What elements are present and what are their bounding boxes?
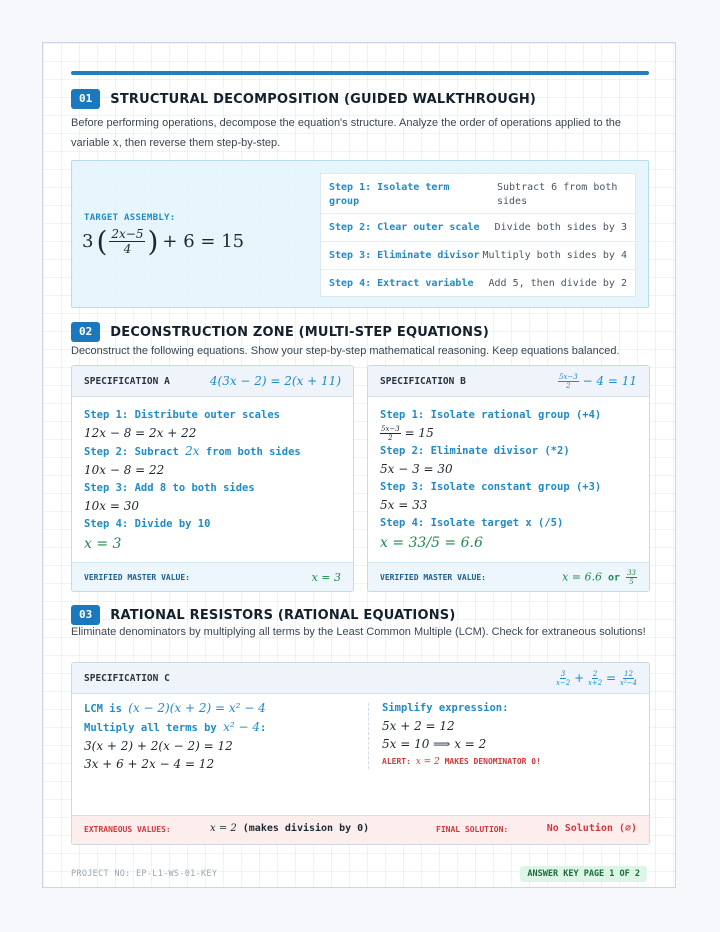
spec-a-work: [84, 406, 343, 555]
eq-tail: − 4 = 11: [582, 373, 637, 388]
section-title: DECONSTRUCTION ZONE (MULTI-STEP EQUATIONS): [110, 324, 489, 340]
step-name: Step 1: Isolate term group: [329, 182, 450, 207]
step-text: Multiply all terms by: [84, 722, 224, 734]
alert-text: ALERT:: [382, 757, 416, 766]
fraction-numerator: 12: [624, 669, 633, 678]
target-assembly-panel: [71, 160, 649, 308]
fraction-denominator: x−2: [555, 678, 571, 687]
step-name: Step 4: Extract variable: [329, 277, 474, 289]
spec-equation: [558, 373, 637, 390]
work-step: Step 1: Isolate rational group (+4): [380, 409, 602, 421]
fraction-denominator: 2: [388, 434, 393, 442]
alert-math: x = 2: [415, 757, 440, 767]
step-action: Add 5, then divide by 2: [488, 277, 627, 289]
step-row: [321, 270, 635, 297]
fraction: [588, 670, 602, 687]
work-math: [380, 424, 639, 442]
spec-a-footer: [72, 562, 353, 591]
step-action: Subtract 6 from both sides: [497, 182, 618, 207]
work-math: 3x + 6 + 2x − 4 = 12: [84, 757, 215, 771]
section-title: RATIONAL RESISTORS (RATIONAL EQUATIONS): [110, 607, 456, 623]
extraneous-note: (makes division by 0): [236, 823, 370, 834]
verified-value: x = 3: [311, 570, 341, 584]
step-math: 2x: [185, 444, 200, 458]
work-math: 5x = 10 ⟹ x = 2: [382, 737, 487, 751]
step-guide-table: [320, 173, 636, 297]
work-step: [84, 442, 343, 461]
work-step: [84, 699, 360, 718]
fraction: [626, 569, 637, 586]
step-text: from both sides: [199, 446, 301, 458]
spec-b-footer: [368, 562, 649, 591]
verified-label: VERIFIED MASTER VALUE:: [84, 572, 190, 582]
desc-text: Before performing operations, decompose the equation's structure. Analyze the order of operations applied to the variable: [71, 117, 621, 149]
fraction: [556, 670, 570, 687]
spec-b-header: [368, 366, 649, 397]
work-math: 5x + 2 = 12: [382, 719, 455, 733]
fraction-denominator: x+2: [587, 678, 603, 687]
work-step: Step 3: Isolate constant group (+3): [380, 481, 602, 493]
section-number-badge: 03: [71, 605, 100, 625]
alert-text: MAKES DENOMINATOR 0!: [439, 757, 541, 766]
extraneous-value: [210, 823, 369, 834]
final-solution-value: No Solution (∅): [546, 823, 637, 834]
step-action: Multiply both sides by 4: [482, 249, 627, 261]
work-step: [84, 718, 360, 737]
fraction-denominator: 2: [566, 381, 571, 390]
verified-label: VERIFIED MASTER VALUE:: [380, 572, 486, 582]
variable-x: x: [112, 136, 119, 149]
work-math: 10x − 8 = 22: [84, 463, 165, 477]
step-math: (x − 2)(x + 2) = x² − 4: [128, 701, 266, 715]
step-row: [321, 242, 635, 270]
work-result: x = 3: [84, 536, 122, 552]
work-math: 3(x + 2) + 2(x − 2) = 12: [84, 739, 233, 753]
eq-coefficient: 3: [82, 231, 94, 252]
extraneous-label: EXTRANEOUS VALUES:: [84, 825, 171, 834]
fraction-numerator: 2: [592, 669, 598, 678]
value-decimal: x = 6.6: [562, 570, 602, 583]
value-or: or: [601, 572, 627, 583]
extraneous-math: x = 2: [210, 823, 237, 834]
section-1-header: [71, 89, 536, 109]
fraction: [380, 425, 401, 442]
step-name: Step 2: Clear outer scale: [329, 221, 480, 233]
section-3-description: Eliminate denominators by multiplying all terms by the Least Common Multiple (LCM). Check for extraneous solutions!: [71, 626, 646, 638]
spec-c-header: [72, 663, 649, 694]
work-step: Step 3: Add 8 to both sides: [84, 482, 255, 494]
work-math: 5x − 3 = 30: [380, 462, 453, 476]
desc-text: , then reverse them step-by-step.: [118, 137, 281, 149]
section-3-header: [71, 605, 455, 625]
spec-equation: $\frac{3}{x-2}$ + $\frac{2}{x+2}$ = $\frac{12}{\text{x²−4}}$: [555, 669, 637, 687]
project-number: PROJECT NO: EP-L1-WS-01-KEY: [71, 869, 218, 879]
work-step: Simplify expression:: [382, 702, 509, 714]
eq-fraction: [109, 227, 145, 256]
fraction-numerator: 33: [627, 568, 636, 577]
target-equation: 3 ( $\frac{2x-5}{4}$ ) + 6 = 15: [82, 224, 245, 258]
spec-label: SPECIFICATION C: [84, 672, 170, 684]
eq-tail: + 6 = 15: [162, 231, 245, 252]
column-divider: [368, 703, 370, 769]
section-2-header: [71, 322, 489, 342]
work-result: x = 33/5 = 6.6: [380, 535, 483, 551]
worksheet-page: [42, 42, 676, 888]
fraction-numerator: 5x−3: [381, 425, 400, 433]
fraction-numerator: 2x−5: [111, 227, 144, 241]
work-step: Step 1: Distribute outer scales: [84, 409, 280, 421]
spec-equation: 4(3x − 2) = 2(x + 11): [209, 374, 341, 388]
work-step: Step 4: Isolate target x (/5): [380, 517, 564, 529]
fraction-numerator: 3: [560, 669, 566, 678]
spec-label: SPECIFICATION A: [84, 375, 170, 387]
spec-c-card: [71, 662, 650, 845]
section-2-description: Deconstruct the following equations. Show your step-by-step mathematical reasoning. Keep equations balanced.: [71, 345, 620, 357]
verified-value: [562, 569, 637, 586]
step-text: LCM is: [84, 703, 129, 715]
step-row: [321, 174, 635, 214]
fraction-denominator: 4: [123, 242, 132, 256]
work-step: Step 4: Divide by 10: [84, 518, 211, 530]
section-number-badge: 01: [71, 89, 100, 109]
work-math: 10x = 30: [84, 499, 139, 513]
alert-message: [382, 753, 642, 771]
fraction: [620, 670, 637, 687]
page-badge: ANSWER KEY PAGE 1 OF 2: [520, 866, 647, 882]
fraction: [558, 373, 579, 390]
fraction-numerator: 5x−3: [558, 372, 578, 381]
spec-a-card: [71, 365, 354, 592]
spec-label: SPECIFICATION B: [380, 375, 466, 387]
fraction-denominator: x²−4: [619, 678, 637, 687]
final-solution-label: FINAL SOLUTION:: [436, 825, 509, 834]
spec-b-work: [380, 406, 639, 554]
work-step: Step 2: Eliminate divisor (*2): [380, 445, 570, 457]
eq-tail: = 15: [404, 426, 434, 440]
step-row: [321, 214, 635, 242]
fraction-denominator: 5: [629, 577, 634, 586]
step-name: Step 3: Eliminate divisor: [329, 249, 480, 261]
section-title: STRUCTURAL DECOMPOSITION (GUIDED WALKTHROUGH): [110, 91, 537, 107]
spec-c-footer: [72, 815, 649, 844]
step-text: Step 2: Subract: [84, 446, 186, 458]
top-accent-bar: [71, 71, 649, 75]
spec-a-header: [72, 366, 353, 397]
spec-c-right-work: [382, 699, 642, 771]
spec-c-left-work: [84, 699, 360, 773]
target-assembly-label: TARGET ASSEMBLY:: [84, 213, 176, 223]
section-number-badge: 02: [71, 322, 100, 342]
step-action: Divide both sides by 3: [494, 221, 627, 233]
step-text: :: [259, 722, 267, 734]
spec-b-card: [367, 365, 650, 592]
work-math: 12x − 8 = 2x + 22: [84, 426, 197, 440]
step-math: x² − 4: [223, 720, 260, 734]
section-1-description: [71, 113, 651, 153]
work-math: 5x = 33: [380, 498, 428, 512]
